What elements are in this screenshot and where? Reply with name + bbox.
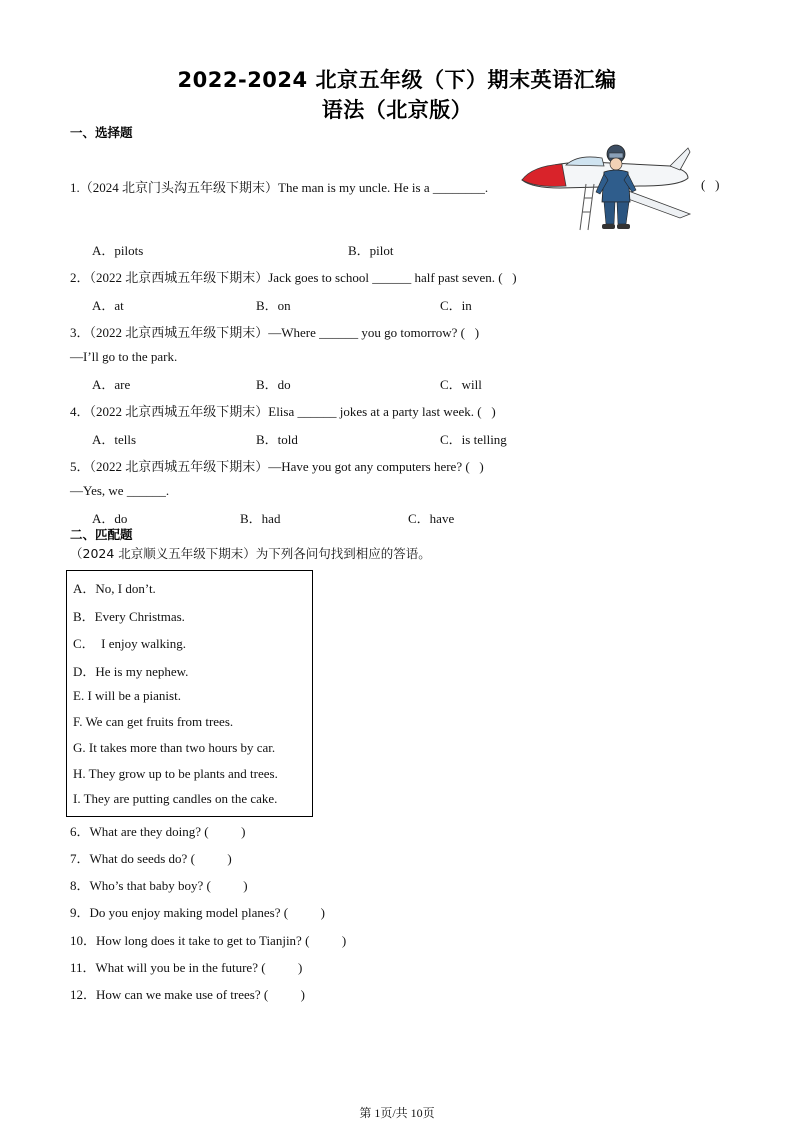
answer-choice-d: D．He is my nephew. — [73, 664, 189, 679]
question-5-option-b: B．had — [240, 511, 281, 526]
section-heading-matching: 二、匹配题 — [70, 527, 133, 542]
question-1-option-a: A．pilots — [92, 243, 144, 258]
answer-choice-i: I. They are putting candles on the cake. — [73, 791, 278, 806]
question-1-option-b: B．pilot — [348, 243, 394, 258]
question-3-text-line2: —I’ll go to the park. — [70, 349, 178, 364]
answer-choices-box — [66, 570, 313, 817]
page-number-footer: 第 1页/共 10页 — [359, 1106, 435, 1120]
matching-question-11: 11．What will you be in the future? ( ) — [70, 960, 303, 975]
matching-question-6: 6．What are they doing? ( ) — [70, 824, 246, 839]
question-3-option-c: C．will — [440, 377, 482, 392]
question-3-option-a: A．are — [92, 377, 131, 392]
document-title-line2: 语法（北京版） — [321, 98, 473, 122]
pilot-with-airplane-icon — [520, 140, 692, 232]
document-title-line1: 2022-2024 北京五年级（下）期末英语汇编 — [177, 68, 617, 92]
matching-question-12: 12．How can we make use of trees? ( ) — [70, 987, 306, 1002]
question-5-text-line2: —Yes, we ______. — [70, 483, 170, 498]
question-5-option-c: C．have — [408, 511, 455, 526]
question-2-option-b: B．on — [256, 298, 291, 313]
question-4-option-a: A．tells — [92, 432, 137, 447]
question-2-option-a: A．at — [92, 298, 124, 313]
answer-choice-c: C． I enjoy walking. — [73, 636, 187, 651]
question-4-option-c: C．is telling — [440, 432, 507, 447]
question-3-option-b: B．do — [256, 377, 291, 392]
answer-choice-h: H. They grow up to be plants and trees. — [73, 766, 278, 781]
section-heading-choice: 一、选择题 — [70, 125, 133, 140]
question-2-text: 2．（2022 北京西城五年级下期末）Jack goes to school ______ half past seven. ( ) — [70, 270, 517, 285]
answer-choice-g: G. It takes more than two hours by car. — [73, 740, 276, 755]
matching-question-7: 7．What do seeds do? ( ) — [70, 851, 232, 866]
answer-choice-e: E. I will be a pianist. — [73, 688, 181, 703]
matching-instruction: （2024 北京顺义五年级下期末）为下列各问句找到相应的答语。 — [70, 546, 431, 561]
question-4-option-b: B．told — [256, 432, 298, 447]
question-4-text: 4．（2022 北京西城五年级下期末）Elisa ______ jokes at a party last week. ( ) — [70, 404, 496, 419]
question-1-answer-bracket: ( ) — [701, 177, 720, 192]
matching-question-9: 9．Do you enjoy making model planes? ( ) — [70, 905, 325, 920]
question-3-text: 3．（2022 北京西城五年级下期末）—Where ______ you go tomorrow? ( ) — [70, 325, 480, 340]
answer-choice-b: B．Every Christmas. — [73, 609, 185, 624]
answer-choice-f: F. We can get fruits from trees. — [73, 714, 234, 729]
question-2-option-c: C．in — [440, 298, 472, 313]
question-5-option-a: A．do — [92, 511, 128, 526]
matching-question-8: 8．Who’s that baby boy? ( ) — [70, 878, 248, 893]
matching-question-10: 10．How long does it take to get to Tianjin? ( ) — [70, 933, 347, 948]
question-5-text: 5．（2022 北京西城五年级下期末）—Have you got any computers here? ( ) — [70, 459, 484, 474]
question-1-text: 1.（2024 北京门头沟五年级下期末）The man is my uncle. He is a ________. — [70, 180, 489, 195]
answer-choice-a: A．No, I don’t. — [73, 581, 156, 596]
